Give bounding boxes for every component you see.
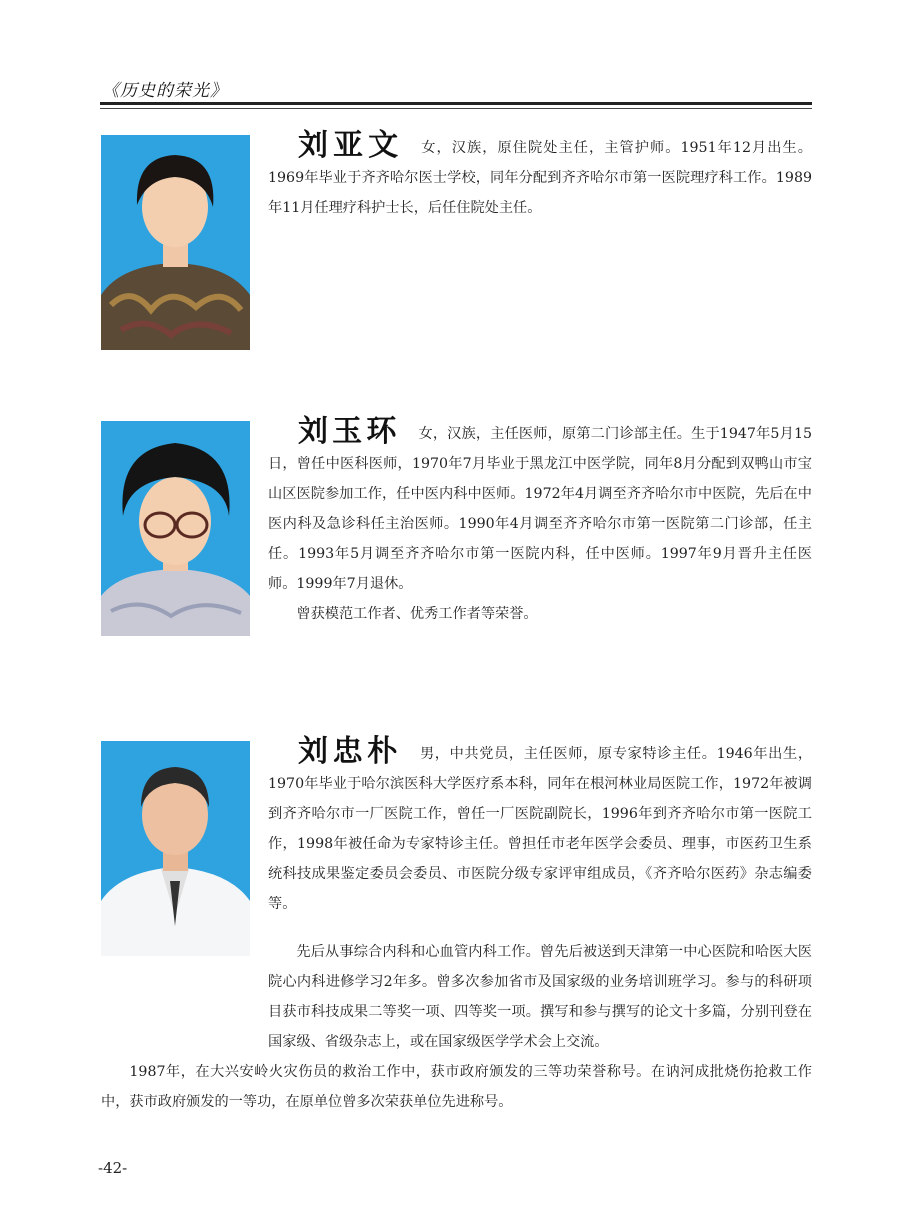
book-title: 《历史的荣光》 xyxy=(102,81,228,101)
biography-liu-zhongpu xyxy=(268,734,813,919)
biography-paragraph: 1987年，在大兴安岭火灾伤员的救治工作中，获市政府颁发的三等功荣誉称号。在讷河成批烧伤抢救工作中，获市政府颁发的一等功，在原单位曾多次荣获单位先进称号。 xyxy=(101,1064,812,1110)
biography-intro: 女，汉族，主任医师，原第二门诊部主任。生于1947年5月15日，曾任中医科医师，1970年7月毕业于黑龙江中医学院，同年8月分配到双鸭山市宝山区医院参加工作，任中医内科中医师。1972年4月调至齐齐哈尔市中医院，先后在中医内科及急诊科任主治医师。1990年4月调至齐齐哈尔市第一医院第二门诊部，任主任。1993年5月调至齐齐哈尔市第一医院内科，任中医师。1997年9月晋升主任医师。1999年7月退休。 xyxy=(268,426,813,592)
portrait-photo-liu-yawen xyxy=(101,135,250,350)
biography-paragraph: 曾获模范工作者、优秀工作者等荣誉。 xyxy=(296,606,538,622)
person-name: 刘亚文 xyxy=(298,128,404,163)
biography-intro: 男，中共党员，主任医师，原专家特诊主任。1946年出生，1970年毕业于哈尔滨医科大学医疗系本科，同年在根河林业局医院工作，1972年被调到齐齐哈尔市一厂医院工作，曾任一厂医院副院长，1996年到齐齐哈尔市第一医院工作，1998年被任命为专家特诊主任。曾担任市老年医学会委员、理事，市医药卫生系统科技成果鉴定委员会委员、市医院分级专家评审组成员，《齐齐哈尔医药》杂志编委等。 xyxy=(268,746,813,912)
biography-paragraph: 先后从事综合内科和心血管内科工作。曾先后被送到天津第一中心医院和哈医大医院心内科进修学习2年多。曾多次参加省市及国家级的业务培训班学习。参与的科研项目获市科技成果二等奖一项、四等奖一项。撰写和参与撰写的论文十多篇，分别刊登在国家级、省级杂志上，或在国家级医学学术会上交流。 xyxy=(268,944,812,1050)
header-rule-thin xyxy=(100,108,812,109)
person-name: 刘忠朴 xyxy=(298,734,402,769)
person-name: 刘玉环 xyxy=(298,414,401,449)
portrait-photo-liu-zhongpu xyxy=(101,741,250,956)
page-number: -42- xyxy=(98,1159,128,1177)
biography-liu-yawen xyxy=(268,128,812,223)
header-rule xyxy=(100,102,812,105)
biography-continuation xyxy=(101,937,812,1117)
biography-liu-yuhuan xyxy=(268,414,813,629)
biography-intro: 女，汉族，原住院处主任，主管护师。1951年12月出生。1969年毕业于齐齐哈尔医士学校，同年分配到齐齐哈尔市第一医院理疗科工作。1989年11月任理疗科护士长，后任住院处主任。 xyxy=(268,140,812,216)
portrait-photo-liu-yuhuan xyxy=(101,421,250,636)
